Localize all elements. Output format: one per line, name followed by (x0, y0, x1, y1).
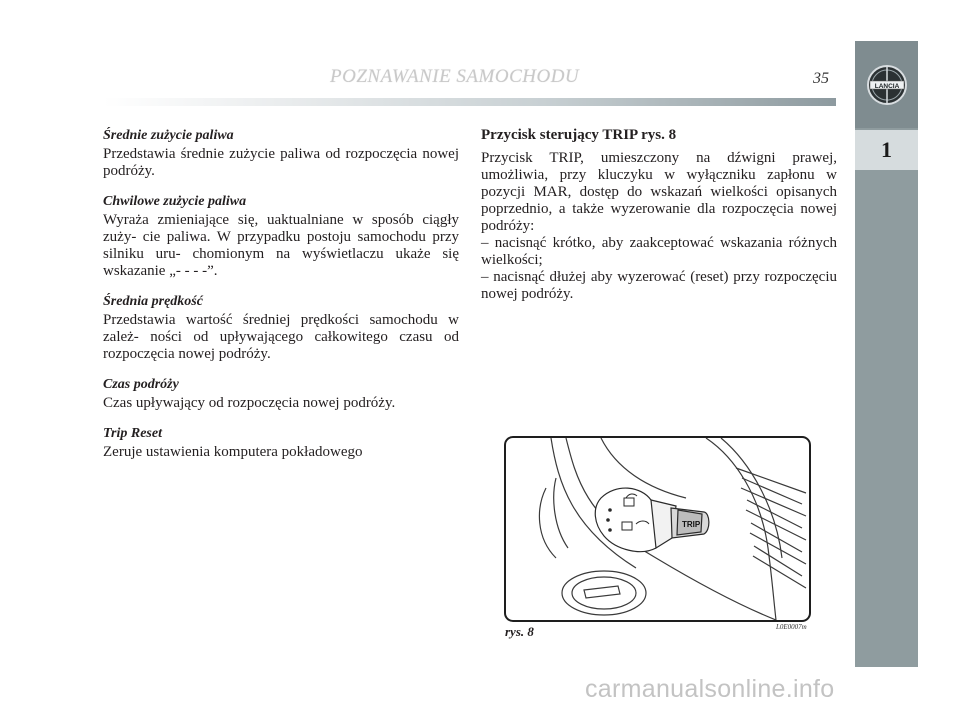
section-trip-reset (103, 425, 459, 461)
section-average-speed (103, 293, 459, 363)
section-text: Zeruje ustawienia komputera pokładowego (103, 444, 363, 460)
section-heading: Chwilowe zużycie paliwa (103, 194, 247, 209)
section-heading: Trip Reset (103, 426, 162, 441)
section-heading: Średnie zużycie paliwa (103, 128, 234, 143)
figure-trip-lever (504, 436, 811, 622)
lancia-logo-icon (865, 60, 909, 110)
trip-button-label: TRIP (682, 520, 701, 529)
section-text: Przedstawia średnie zużycie paliwa od rozpoczęcia nowej podróży. (103, 146, 459, 179)
trip-intro-paragraph: Przycisk TRIP, umieszczony na dźwigni prawej, umożliwia, przy kluczyku w wyłączniku zapłonu w pozycji MAR, dostęp do wskazań wielkości opisanych poprzednio, a także wyzerowanie dla rozpoczęcia nowej podróży: (481, 150, 837, 234)
left-column (103, 127, 459, 474)
section-text: Wyraża zmieniające się, uaktualniane w sposób ciągły zuży- cie paliwa. W przypadku postoju samochodu przy silniku uru- chomionym na wyświetlaczu ukaże się wskazanie „- - - -”. (103, 212, 459, 279)
chapter-number: 1 (881, 137, 892, 162)
section-text: Czas upływający od rozpoczęcia nowej podróży. (103, 395, 396, 411)
page-number: 35 (813, 70, 829, 87)
trip-button-heading: Przycisk sterujący TRIP rys. 8 (481, 127, 677, 143)
section-heading: Średnia prędkość (103, 294, 203, 309)
figure-code: L0E0007m (776, 623, 807, 631)
section-average-consumption (103, 127, 459, 180)
section-heading: Czas podróży (103, 377, 179, 392)
logo-box (855, 41, 918, 128)
trip-lever-illustration (506, 438, 809, 620)
trip-short-press-paragraph: – nacisnąć krótko, aby zaakceptować wskazania różnych wielkości; (481, 235, 837, 268)
logo-lettering: LANCIA (874, 82, 899, 90)
chapter-box (855, 130, 918, 170)
section-trip-time (103, 376, 459, 412)
section-text: Przedstawia wartość średniej prędkości samochodu w zależ- ności od upływającego całkowitego czasu od rozpoczęcia nowej podróży. (103, 312, 459, 362)
figure-label: rys. 8 (505, 624, 534, 639)
header-rule (103, 98, 836, 106)
right-column (481, 127, 837, 303)
watermark: carmanualsonline.info (585, 675, 835, 703)
trip-long-press-paragraph: – nacisnąć dłużej aby wyzerować (reset) przy rozpoczęciu nowej podróży. (481, 269, 837, 302)
section-instant-consumption (103, 193, 459, 280)
running-header-title: POZNAWANIE SAMOCHODU (330, 66, 580, 87)
